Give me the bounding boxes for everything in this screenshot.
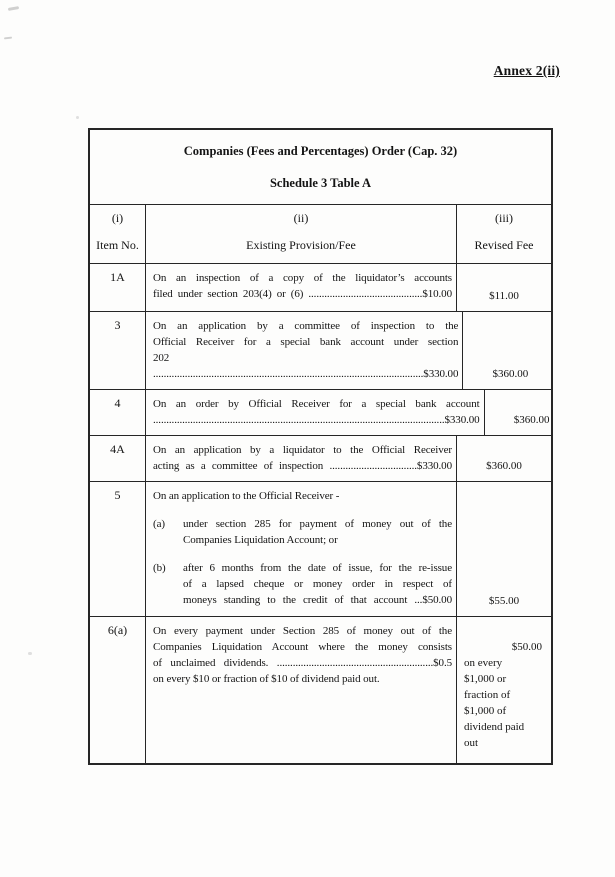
fee-note: on every $1,000 or fraction of $1,000 of dividend paid out: [464, 657, 525, 749]
table-row: [90, 481, 551, 616]
fee-table: [88, 128, 553, 765]
sub-item-a: (a) under section 285 for payment of money out of the Companies Liquidation Account; or: [153, 518, 452, 546]
header-item-no: (i) Item No.: [96, 211, 139, 252]
item-no: 4: [114, 396, 121, 410]
fee-amount: $50.00: [511, 641, 542, 653]
table-row: [90, 616, 551, 763]
item-no: 4A: [110, 442, 125, 456]
table-header-row: [90, 204, 551, 263]
provision-text: On an order by Official Receiver for a special bank account ..............................................................................................................$330.00: [145, 390, 484, 435]
sub-item-marker: (a): [153, 518, 165, 530]
table-row: [90, 311, 551, 389]
table-title: Companies (Fees and Percentages) Order (Cap. 32): [183, 144, 458, 158]
table-row: [90, 263, 551, 311]
provision-text: On an application to the Official Receiver - (a) under section 285 for payment of money out of the Companies Liquidation Account; or (b) after 6 months from the date of issue, for the re-issue of a lapsed cheque or money order in respect of moneys standing to the credit of that account ...$50.00: [145, 482, 456, 616]
provision-text: On an inspection of a copy of the liquidator’s accounts filed under section 203(4) or (6) ...........................................$10.00: [145, 264, 456, 311]
table-subtitle: Schedule 3 Table A: [269, 176, 372, 190]
sub-item-b: (b) after 6 months from the date of issue, for the re-issue of a lapsed cheque or money order in respect of moneys standing to the credit of that account ...$50.00: [153, 562, 452, 606]
header-revised-fee: (iii) Revised Fee: [456, 205, 551, 263]
revised-fee: [456, 617, 551, 763]
revised-fee: $55.00: [456, 482, 551, 616]
sub-item-marker: (b): [153, 562, 166, 574]
header-existing-provision: (ii) Existing Provision/Fee: [145, 205, 456, 263]
table-row: [90, 389, 551, 435]
revised-fee: $360.00: [484, 390, 579, 435]
provision-text: On every payment under Section 285 of money out of the Companies Liquidation Account where the money consists of unclaimed dividends. ...........................................................$0.5 on every $10 or fraction of $10 of dividend paid out.: [145, 617, 456, 763]
revised-fee: $360.00: [462, 312, 557, 389]
revised-fee: $11.00: [456, 264, 551, 311]
scan-artifact: [28, 652, 32, 655]
item-no: 5: [114, 488, 121, 502]
revised-fee: $360.00: [456, 436, 551, 481]
item-no: 1A: [110, 270, 125, 284]
scan-artifact: [8, 6, 19, 11]
scan-artifact: [76, 116, 79, 119]
provision-text: On an application by a committee of inspection to the Official Receiver for a special bank account under section 202 ......................................................................................................$330.00: [145, 312, 462, 389]
provision-text: On an application by a liquidator to the Official Receiver acting as a committee of inspection .................................$330.00: [145, 436, 456, 481]
scan-artifact: [4, 37, 12, 40]
table-row: [90, 435, 551, 481]
item-no: 6(a): [107, 623, 128, 637]
table-title-block: [90, 130, 551, 204]
item-no: 3: [114, 318, 121, 332]
annex-label: Annex 2(ii): [493, 63, 560, 78]
